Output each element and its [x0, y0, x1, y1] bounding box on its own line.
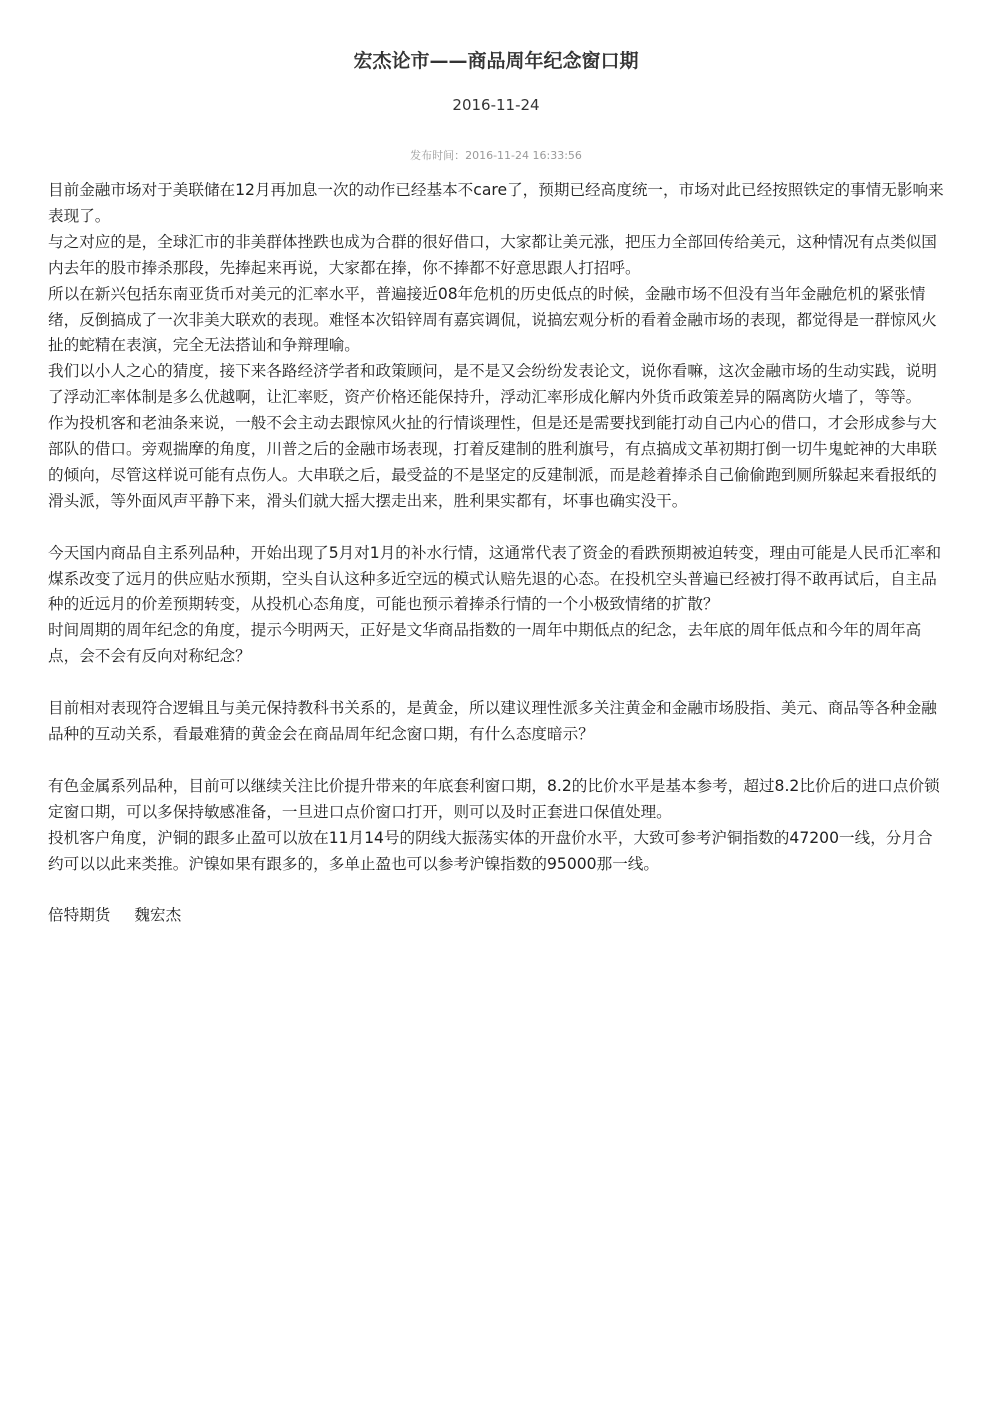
paragraph: 我们以小人之心的猜度，接下来各路经济学者和政策顾问，是不是又会纷纷发表论文，说你看嘛，这次金融市场的生动实践，说明了浮动汇率体制是多么优越啊，让汇率贬，资产价格还能保持升，浮动汇率形成化解内外货币政策差异的隔离防火墙了，等等。 — [48, 362, 937, 407]
publish-time: 发布时间：2016-11-24 16:33:56 — [410, 149, 582, 162]
paragraph-gap — [48, 877, 944, 903]
paragraph: 有色金属系列品种，目前可以继续关注比价提升带来的年底套利窗口期，8.2的比价水平是基本参考，超过8.2比价后的进口点价锁定窗口期，可以多保持敏感准备，一旦进口点价窗口打开，则可以及时正套进口保值处理。 — [48, 776, 940, 821]
signature — [48, 903, 944, 929]
paragraph-gap — [48, 670, 944, 696]
paragraph: 作为投机客和老油条来说，一般不会主动去跟惊风火扯的行情谈理性，但是还是需要找到能打动自己内心的借口，才会形成参与大部队的借口。旁观揣摩的角度，川普之后的金融市场表现，打着反建制的胜利旗号，有点搞成文革初期打倒一切牛鬼蛇神的大串联的倾向，尽管这样说可能有点伤人。大串联之后，最受益的不是坚定的反建制派，而是趁着捧杀自己偷偷跑到厕所躲起来看报纸的滑头派，等外面风声平静下来，滑头们就大摇大摆走出来，胜利果实都有，坏事也确实没干。 — [48, 414, 937, 510]
signature-company: 倍特期货 — [48, 906, 111, 925]
paragraph-gap — [48, 748, 944, 774]
paragraph: 时间周期的周年纪念的角度，提示今明两天，正好是文华商品指数的一周年中期低点的纪念，去年底的周年低点和今年的周年高点，会不会有反向对称纪念？ — [48, 621, 922, 666]
paragraph: 目前相对表现符合逻辑且与美元保持教科书关系的，是黄金，所以建议理性派多关注黄金和金融市场股指、美元、商品等各种金融品种的互动关系，看最难猜的黄金会在商品周年纪念窗口期，有什么态度暗示？ — [48, 699, 937, 743]
article-date: 2016-11-24 — [452, 96, 540, 114]
paragraph: 今天国内商品自主系列品种，开始出现了5月对1月的补水行情，这通常代表了资金的看跌预期被迫转变，理由可能是人民币汇率和煤系改变了远月的供应贴水预期，空头自认这种多近空远的模式认赔先退的心态。在投机空头普遍已经被打得不敢再试后，自主品种的近远月的价差预期转变，从投机心态角度，可能也预示着捧杀行情的一个小极致情绪的扩散？ — [48, 543, 942, 614]
article-title: 宏杰论市——商品周年纪念窗口期 — [353, 50, 639, 72]
paragraph: 目前金融市场对于美联储在12月再加息一次的动作已经基本不care了，预期已经高度统一，市场对此已经按照铁定的事情无影响来表现了。 — [48, 181, 944, 225]
signature-author: 魏宏杰 — [134, 906, 182, 925]
paragraph: 投机客户角度，沪铜的跟多止盈可以放在11月14号的阴线大振荡实体的开盘价水平，大致可参考沪铜指数的47200一线，分月合约可以以此来类推。沪镍如果有跟多的，多单止盈也可以参考沪镍指数的95000那一线。 — [48, 828, 933, 873]
paragraph: 与之对应的是，全球汇市的非美群体挫跌也成为合群的很好借口，大家都让美元涨，把压力全部回传给美元，这种情况有点类似国内去年的股市捧杀那段，先捧起来再说，大家都在捧，你不捧都不好意思跟人打招呼。 — [48, 232, 937, 277]
paragraph: 所以在新兴包括东南亚货币对美元的汇率水平，普遍接近08年危机的历史低点的时候，金融市场不但没有当年金融危机的紧张情绪，反倒搞成了一次非美大联欢的表现。难怪本次铅锌周有嘉宾调侃，说搞宏观分析的看着金融市场的表现，都觉得是一群惊风火扯的蛇精在表演，完全无法搭讪和争辩理喻。 — [48, 284, 937, 355]
paragraph-gap — [48, 515, 944, 541]
article-body — [48, 178, 944, 929]
